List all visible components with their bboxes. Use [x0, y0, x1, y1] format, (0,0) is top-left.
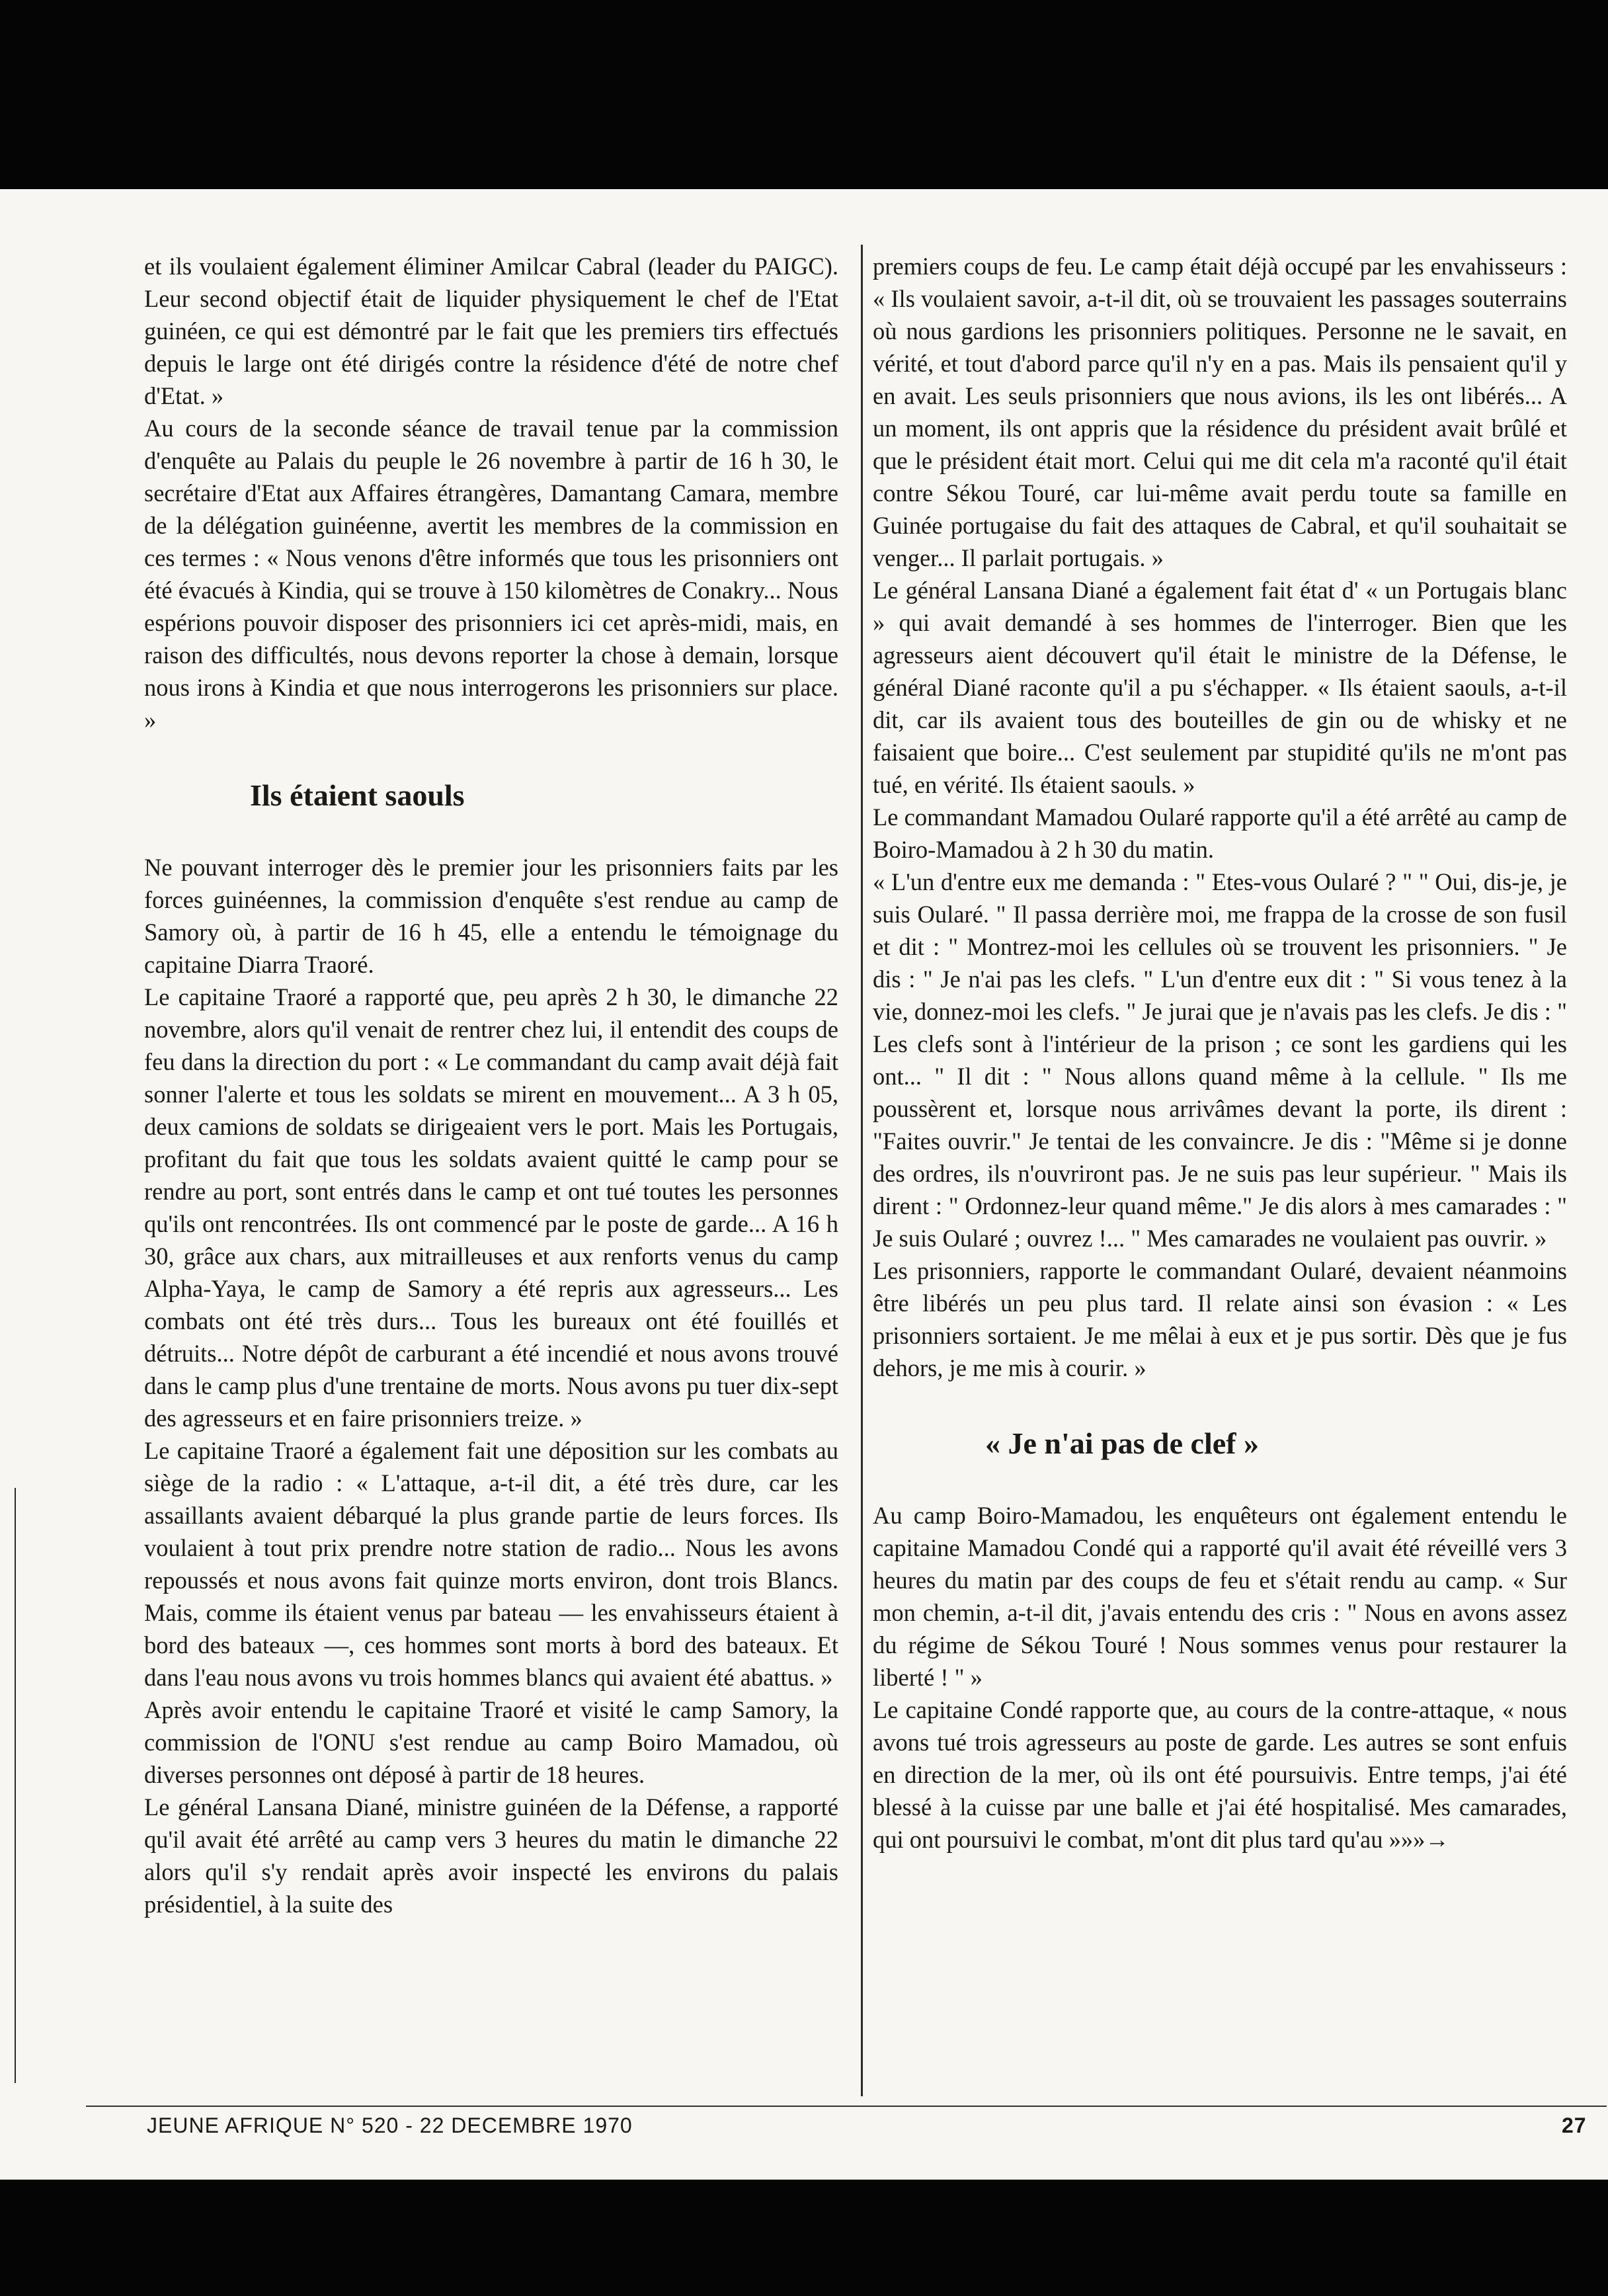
paragraph: Le général Lansana Diané a également fait état d' « un Portugais blanc » qui avait demandé à ses hommes de l'interroger. Bien que les agresseurs aient découvert qu'il était le ministre de la Défense, le général Diané raconte qu'il a pu s'échapper. « Ils étaient saouls, a-t-il dit, car ils avaient tous des bouteilles de gin ou de whisky et ne faisaient que boire... C'est seulement par stupidité qu'ils ne m'ont pas tué, en vérité. Ils étaient saouls. » [873, 577, 1567, 798]
page-number: 27 [1562, 2113, 1587, 2137]
footer-rule [86, 2106, 1607, 2107]
paragraph: Le commandant Mamadou Oularé rapporte qu'il a été arrêté au camp de Boiro-Mamadou à 2 h 30 du matin. [873, 803, 1567, 863]
paragraph: Ne pouvant interroger dès le premier jour les prisonniers faits par les forces guinéennes, la commission d'enquête s'est rendue au camp de Samory où, à partir de 16 h 45, elle a entendu le témoignage du capitaine Diarra Traoré. [144, 854, 838, 978]
paragraph: Après avoir entendu le capitaine Traoré et visité le camp Samory, la commission de l'ONU s'est rendue au camp Boiro Mamadou, où diverses personnes ont déposé à partir de 18 heures. [144, 1696, 838, 1788]
paragraph: premiers coups de feu. Le camp était déjà occupé par les envahisseurs : « Ils voulaient savoir, a-t-il dit, où se trouvaient les passages souterrains où nous gardions les prisonniers politiques. Personne ne le savait, en vérité, et tout d'abord parce qu'il n'y en a pas. Mais ils pensaient qu'il y en avait. Les seuls prisonniers que nous avions, ils les ont libérés... A un moment, ils ont appris que la résidence du président avait brûlé et que le président était mort. Celui qui me dit cela m'a raconté qu'il était contre Sékou Touré, car lui-même avait perdu toute sa famille en Guinée portugaise du fait des attaques de Cabral, et qu'il souhaitait se venger... Il parlait portugais. » [873, 253, 1567, 571]
paragraph: Le capitaine Traoré a rapporté que, peu après 2 h 30, le dimanche 22 novembre, alors qu'il venait de rentrer chez lui, il entendit des coups de feu dans la direction du port : « Le commandant du camp avait déjà fait sonner l'alerte et tous les soldats se mirent en mouvement... A 3 h 05, deux camions de soldats se dirigeaient vers le port. Mais les Portugais, profitant du fait que tous les soldats avaient quitté le camp pour se rendre au port, sont entrés dans le camp et ont tué toutes les personnes qu'ils ont rencontrées. Ils ont commencé par le poste de garde... A 16 h 30, grâce aux chars, aux mitrailleuses et aux renforts venus du camp Alpha-Yaya, le camp de Samory a été repris aux agresseurs... Les combats ont été très durs... Tous les bureaux ont été fouillés et détruits... Notre dépôt de carburant a été incendié et nous avons trouvé dans le camp plus d'une trentaine de morts. Nous avons pu tuer dix-sept des agresseurs et en faire prisonniers treize. » [144, 983, 838, 1432]
publication-footer: JEUNE AFRIQUE N° 520 - 22 DECEMBRE 1970 [147, 2113, 633, 2137]
column-divider [861, 245, 863, 2096]
paragraph: Les prisonniers, rapporte le commandant Oularé, devaient néanmoins être libérés un peu plus tard. Il relate ainsi son évasion : « Les prisonniers sortaient. Je me mêlai à eux et je pus sortir. Dès que je fus dehors, je me mis à courir. » [873, 1257, 1567, 1381]
paragraph: Le capitaine Traoré a également fait une déposition sur les combats au siège de la radio : « L'attaque, a-t-il dit, a été très dure, car les assaillants avaient débarqué la plus grande partie de leurs forces. Ils voulaient à tout prix prendre notre station de radio... Nous les avons repoussés et nous avons fait quinze morts environ, dont trois Blancs. Mais, comme ils étaient venus par bateau — les envahisseurs étaient à bord des bateaux —, ces hommes sont morts à bord des bateaux. Et dans l'eau nous avons vu trois hommes blancs qui avaient été abattus. » [144, 1437, 838, 1691]
scan-top-border [0, 0, 1608, 189]
paragraph: Le général Lansana Diané, ministre guinéen de la Défense, a rapporté qu'il avait été arrêté au camp vers 3 heures du matin le dimanche 22 alors qu'il s'y rendait après avoir inspecté les environs du palais présidentiel, à la suite des [144, 1793, 838, 1918]
section-heading-clef: « Je n'ai pas de clef » [985, 1426, 1259, 1460]
scan-bottom-border [0, 2180, 1608, 2296]
section-heading-saouls: Ils étaient saouls [250, 778, 465, 812]
paragraph: Le capitaine Condé rapporte que, au cours de la contre-attaque, « nous avons tué trois agresseurs au poste de garde. Les autres se sont enfuis en direction de la mer, où ils ont été poursuivis. Entre temps, j'ai été blessé à la cuisse par une balle et j'ai été hospitalisé. Mes camarades, qui ont poursuivi le combat, m'ont dit plus tard qu'au »»»→ [873, 1696, 1567, 1853]
paragraph: « L'un d'entre eux me demanda : " Etes-vous Oularé ? " " Oui, dis-je, je suis Oularé. " Il passa derrière moi, me frappa de la crosse de son fusil et dit : " Montrez-moi les cellules où se trouvent les prisonniers. " Je dis : " Je n'ai pas les clefs. " L'un d'entre eux dit : " Si vous tenez à la vie, donnez-moi les clefs. " Je jurai que je n'avais pas les clefs. Je dis : " Les clefs sont à l'intérieur de la prison ; ce sont les gardiens qui les ont... " Il dit : " Nous allons quand même à la cellule. " Ils me poussèrent et, lorsque nous arrivâmes devant la porte, ils dirent : "Faites ouvrir." Je tentai de les convaincre. Je dis : "Même si je donne des ordres, ils n'ouvriront pas. Je ne suis pas leur supérieur. " Mais ils dirent : " Ordonnez-leur quand même." Je dis alors à mes camarades : " Je suis Oularé ; ouvrez !... " Mes camarades ne voulaient pas ouvrir. » [873, 868, 1567, 1252]
paragraph: Au camp Boiro-Mamadou, les enquêteurs ont également entendu le capitaine Mamadou Condé qui a rapporté qu'il avait été réveillé vers 3 heures du matin par des coups de feu et s'était rendu au camp. « Sur mon chemin, a-t-il dit, j'avais entendu des cris : " Nous en avons assez du régime de Sékou Touré ! Nous sommes venus pour restaurer la liberté ! " » [873, 1502, 1567, 1691]
margin-rule [15, 1488, 16, 2083]
paragraph: et ils voulaient également éliminer Amilcar Cabral (leader du PAIGC). Leur second objectif était de liquider physiquement le chef de l'Etat guinéen, ce qui est démontré par le fait que les premiers tirs effectués depuis le large ont été dirigés contre la résidence d'été de notre chef d'Etat. » [144, 253, 838, 409]
paragraph: Au cours de la seconde séance de travail tenue par la commission d'enquête au Palais du peuple le 26 novembre à partir de 16 h 30, le secrétaire d'Etat aux Affaires étrangères, Damantang Camara, membre de la délégation guinéenne, avertit les membres de la commission en ces termes : « Nous venons d'être informés que tous les prisonniers ont été évacués à Kindia, qui se trouve à 150 kilomètres de Conakry... Nous espérions pouvoir disposer des prisonniers ici cet après-midi, mais, en raison des difficultés, nous devons reporter la chose à demain, lorsque nous irons à Kindia et que nous interrogerons les prisonniers sur place. » [144, 415, 838, 733]
article-column-right [873, 250, 1567, 1856]
article-column-left [144, 250, 838, 1920]
